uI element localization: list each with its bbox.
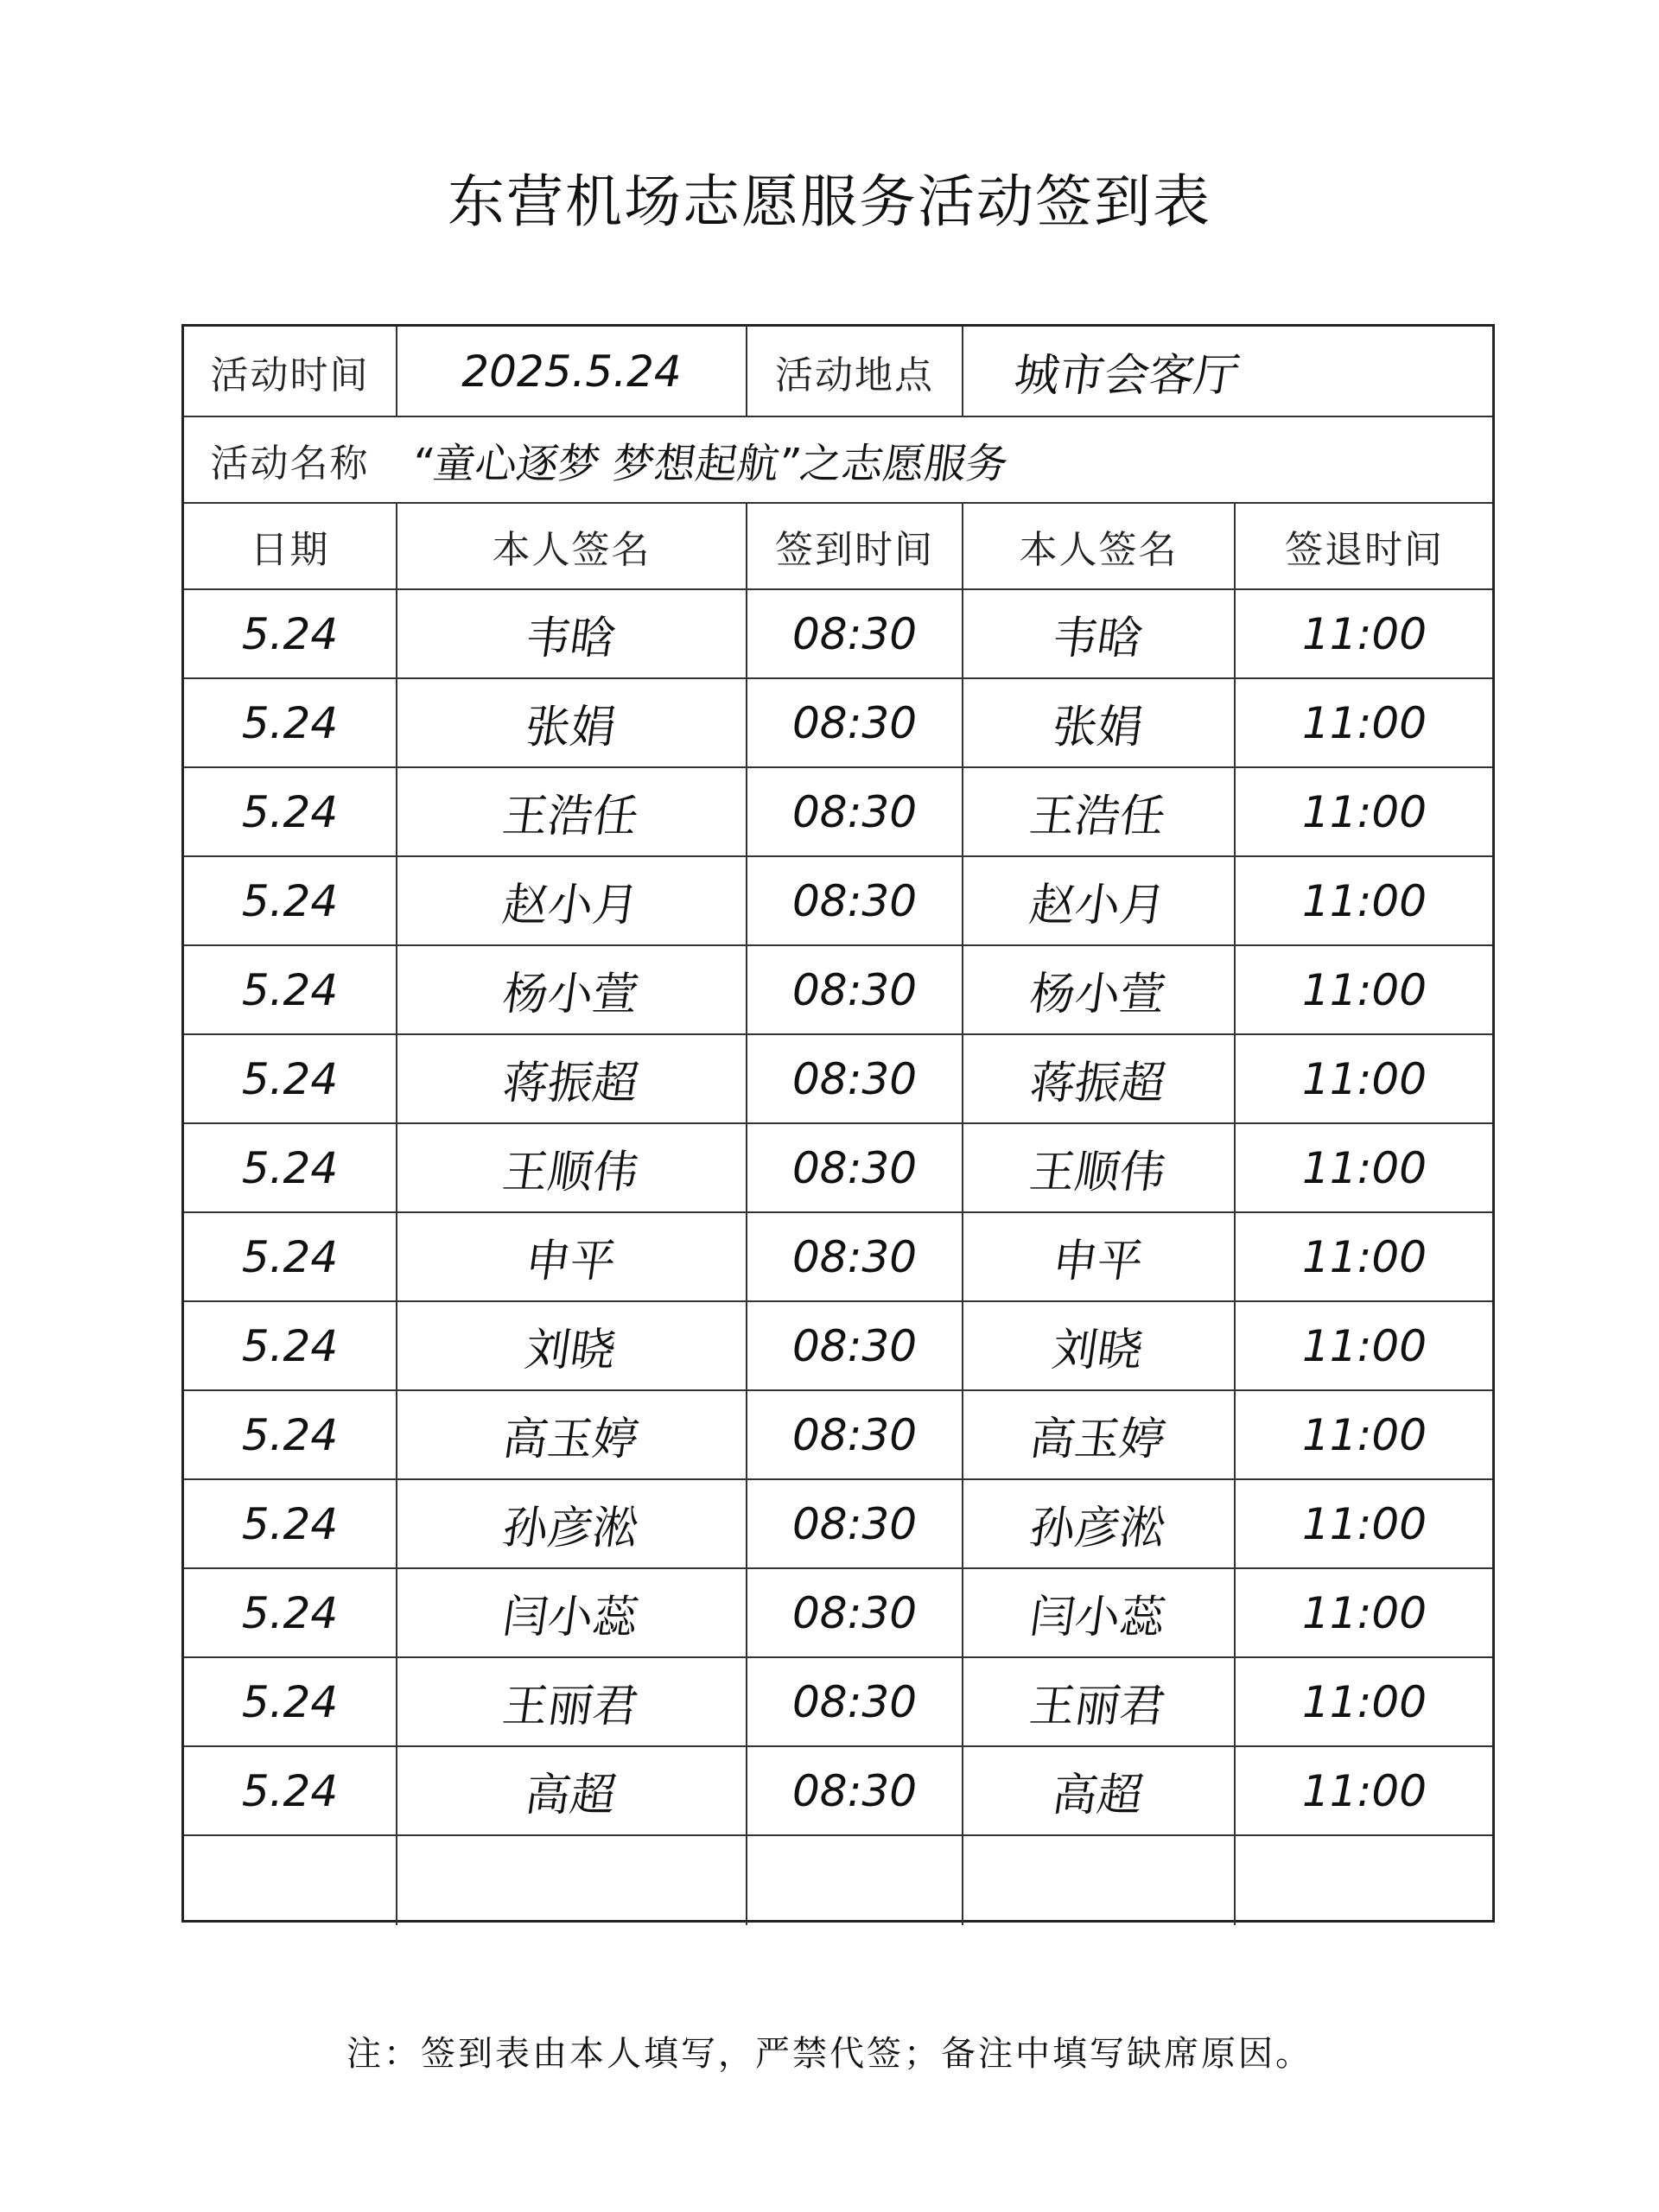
- sign-out-time-value: 11:00: [1301, 875, 1427, 926]
- date-cell: [184, 857, 396, 944]
- col-date-header: [184, 504, 396, 588]
- sign-out-name-value: 申平: [1049, 1236, 1147, 1287]
- sign-out-time-value: 11:00: [1301, 1587, 1427, 1638]
- sign-in-name-value: 蒋振超: [499, 1058, 642, 1109]
- time-label: 活动时间: [210, 353, 370, 397]
- col-sign-in-name-header: [396, 504, 746, 588]
- col-sign-out-name-label: 本人签名: [1019, 528, 1179, 572]
- time-label-cell: [184, 327, 396, 416]
- sign-out-time-cell: [1234, 1124, 1493, 1211]
- sign-out-name-value: 王浩任: [1027, 791, 1169, 842]
- date-cell: [184, 946, 396, 1033]
- col-sign-out-time-header: [1234, 504, 1493, 588]
- date-cell: [184, 768, 396, 855]
- col-date-label: 日期: [250, 528, 330, 572]
- sign-out-name-cell: [962, 1124, 1234, 1211]
- sign-in-name-value: 高玉婷: [499, 1414, 642, 1465]
- date-cell: [184, 1747, 396, 1834]
- column-header-row: [184, 504, 1492, 590]
- sign-in-time-cell: [746, 1480, 962, 1567]
- sign-in-time-cell: [746, 1302, 962, 1389]
- sign-in-name-cell: [396, 1836, 746, 1925]
- sign-in-name-cell: [396, 1035, 746, 1122]
- table-row: [184, 1480, 1492, 1569]
- date-cell: [184, 679, 396, 766]
- sign-out-name-cell: [962, 590, 1234, 677]
- sign-out-name-cell: [962, 679, 1234, 766]
- sign-in-time-value: 08:30: [791, 1587, 918, 1638]
- date-cell: [184, 1213, 396, 1300]
- name-label-cell: [184, 417, 396, 502]
- table-row: [184, 857, 1492, 946]
- sign-in-time-value: 08:30: [791, 786, 918, 837]
- sign-out-time-value: 11:00: [1301, 786, 1427, 837]
- sign-out-name-value: 韦晗: [1049, 613, 1147, 664]
- sign-in-time-value: 08:30: [791, 1676, 918, 1727]
- sign-out-name-cell: [962, 768, 1234, 855]
- date-value: 5.24: [241, 697, 339, 748]
- sign-out-time-cell: [1234, 1391, 1493, 1478]
- date-value: 5.24: [241, 1231, 339, 1282]
- sign-out-time-cell: [1234, 1836, 1493, 1925]
- sign-in-time-value: 08:30: [791, 1231, 918, 1282]
- date-value: 5.24: [241, 875, 339, 926]
- activity-info-row: [184, 327, 1492, 417]
- date-value: 5.24: [241, 1498, 339, 1549]
- sign-out-time-value: 11:00: [1301, 1676, 1427, 1727]
- sign-in-name-cell: [396, 679, 746, 766]
- sign-out-time-value: 11:00: [1301, 1053, 1427, 1104]
- sign-in-time-cell: [746, 1569, 962, 1656]
- sign-out-time-value: 11:00: [1301, 964, 1427, 1015]
- sign-out-time-value: 11:00: [1301, 1409, 1427, 1460]
- sign-out-name-value: 高超: [1049, 1770, 1147, 1821]
- name-label: 活动名称: [210, 442, 370, 486]
- sign-out-time-value: 11:00: [1301, 608, 1427, 659]
- sign-in-time-cell: [746, 1035, 962, 1122]
- sign-in-time-cell: [746, 1658, 962, 1745]
- sign-out-name-cell: [962, 1658, 1234, 1745]
- date-cell: [184, 1035, 396, 1122]
- sign-in-name-cell: [396, 590, 746, 677]
- table-row: [184, 590, 1492, 679]
- sign-in-name-cell: [396, 1391, 746, 1478]
- sign-in-time-cell: [746, 1747, 962, 1834]
- sign-out-time-cell: [1234, 679, 1493, 766]
- date-value: 5.24: [241, 1409, 339, 1460]
- table-row: [184, 768, 1492, 857]
- sign-out-time-cell: [1234, 590, 1493, 677]
- sign-in-name-cell: [396, 857, 746, 944]
- sign-in-time-value: 08:30: [791, 1409, 918, 1460]
- sign-out-time-cell: [1234, 1569, 1493, 1656]
- sign-out-time-value: 11:00: [1301, 1320, 1427, 1371]
- sign-out-name-value: 王顺伟: [1027, 1147, 1169, 1198]
- sign-out-name-value: 高玉婷: [1027, 1414, 1169, 1465]
- sign-out-time-cell: [1234, 1747, 1493, 1834]
- date-cell: [184, 1124, 396, 1211]
- sign-out-time-cell: [1234, 768, 1493, 855]
- sign-out-time-cell: [1234, 1480, 1493, 1567]
- sign-in-time-cell: [746, 1124, 962, 1211]
- date-value: 5.24: [241, 608, 339, 659]
- page-title: 东营机场志愿服务活动签到表: [448, 168, 1211, 235]
- sign-in-time-cell: [746, 1213, 962, 1300]
- sign-out-time-value: 11:00: [1301, 1142, 1427, 1193]
- sign-in-name-cell: [396, 1747, 746, 1834]
- place-value-cell: [962, 327, 1492, 416]
- sign-out-name-cell: [962, 1213, 1234, 1300]
- sign-out-name-value: 刘晓: [1049, 1325, 1147, 1376]
- sign-out-time-value: 11:00: [1301, 1498, 1427, 1549]
- col-sign-out-name-header: [962, 504, 1234, 588]
- table-row: [184, 1836, 1492, 1925]
- footnote: 注：签到表由本人填写，严禁代签；备注中填写缺席原因。: [346, 2034, 1313, 2074]
- place-label: 活动地点: [775, 353, 934, 397]
- sign-in-name-value: 闫小蕊: [499, 1592, 642, 1643]
- sign-out-name-cell: [962, 1302, 1234, 1389]
- col-sign-in-time-label: 签到时间: [775, 528, 934, 572]
- sign-out-name-cell: [962, 1391, 1234, 1478]
- date-value: 5.24: [241, 1676, 339, 1727]
- sign-in-name-value: 王浩任: [499, 791, 642, 842]
- place-label-cell: [746, 327, 962, 416]
- date-value: 5.24: [241, 1053, 339, 1104]
- sign-in-name-value: 孙彦淞: [499, 1503, 642, 1554]
- sign-out-time-cell: [1234, 946, 1493, 1033]
- sign-in-name-value: 刘晓: [522, 1325, 620, 1376]
- sign-in-name-value: 赵小月: [499, 880, 642, 931]
- sign-in-time-value: 08:30: [791, 875, 918, 926]
- sign-in-name-cell: [396, 1213, 746, 1300]
- date-cell: [184, 1658, 396, 1745]
- sign-out-name-cell: [962, 1035, 1234, 1122]
- table-row: [184, 1302, 1492, 1391]
- sign-out-name-value: 张娟: [1049, 702, 1147, 753]
- table-row: [184, 1658, 1492, 1747]
- sign-out-time-value: 11:00: [1301, 1231, 1427, 1282]
- date-cell: [184, 1302, 396, 1389]
- table-row: [184, 1569, 1492, 1658]
- sign-in-name-value: 王顺伟: [499, 1147, 642, 1198]
- date-cell: [184, 1836, 396, 1925]
- sign-in-time-value: 08:30: [791, 1765, 918, 1816]
- table-row: [184, 1035, 1492, 1124]
- date-value: 5.24: [241, 1587, 339, 1638]
- time-value-cell: [396, 327, 746, 416]
- table-row: [184, 946, 1492, 1035]
- table-row: [184, 1124, 1492, 1213]
- table-row: [184, 1747, 1492, 1836]
- sign-in-time-value: 08:30: [791, 1053, 918, 1104]
- sign-in-time-value: 08:30: [791, 608, 918, 659]
- sign-in-time-value: 08:30: [791, 1498, 918, 1549]
- sign-in-name-value: 王丽君: [499, 1681, 642, 1732]
- col-sign-out-time-label: 签退时间: [1285, 528, 1444, 572]
- sign-in-time-cell: [746, 857, 962, 944]
- col-sign-in-time-header: [746, 504, 962, 588]
- table-row: [184, 1391, 1492, 1480]
- date-cell: [184, 590, 396, 677]
- sign-in-name-cell: [396, 1658, 746, 1745]
- sign-out-name-cell: [962, 1747, 1234, 1834]
- activity-name-row: [184, 417, 1492, 504]
- sign-out-time-cell: [1234, 857, 1493, 944]
- sign-out-time-cell: [1234, 1302, 1493, 1389]
- date-value: 5.24: [241, 786, 339, 837]
- date-value: 5.24: [241, 1142, 339, 1193]
- sign-out-name-cell: [962, 1569, 1234, 1656]
- sign-in-time-value: 08:30: [791, 964, 918, 1015]
- sign-out-time-cell: [1234, 1658, 1493, 1745]
- sign-in-time-cell: [746, 679, 962, 766]
- sign-out-name-cell: [962, 857, 1234, 944]
- sign-in-name-value: 韦晗: [522, 613, 620, 664]
- sign-out-name-value: 蒋振超: [1027, 1058, 1169, 1109]
- sign-out-name-value: 杨小萱: [1027, 969, 1169, 1020]
- date-cell: [184, 1480, 396, 1567]
- date-cell: [184, 1569, 396, 1656]
- sign-in-sheet: [181, 324, 1495, 1923]
- sign-out-name-value: 赵小月: [1027, 880, 1169, 931]
- sign-out-time-value: 11:00: [1301, 697, 1427, 748]
- sign-out-name-cell: [962, 1836, 1234, 1925]
- sign-in-name-cell: [396, 1124, 746, 1211]
- date-value: 5.24: [241, 964, 339, 1015]
- table-row: [184, 1213, 1492, 1302]
- sign-in-name-cell: [396, 768, 746, 855]
- sign-out-time-cell: [1234, 1213, 1493, 1300]
- sign-in-name-value: 杨小萱: [499, 969, 642, 1020]
- sign-in-name-cell: [396, 946, 746, 1033]
- sign-out-name-value: 孙彦淞: [1027, 1503, 1169, 1554]
- sign-out-name-value: 闫小蕊: [1027, 1592, 1169, 1643]
- sign-in-time-value: 08:30: [791, 697, 918, 748]
- sign-in-name-cell: [396, 1569, 746, 1656]
- sign-in-name-value: 申平: [522, 1236, 620, 1287]
- sign-out-time-value: 11:00: [1301, 1765, 1427, 1816]
- sign-in-time-cell: [746, 1836, 962, 1925]
- sign-in-name-value: 张娟: [522, 702, 620, 753]
- time-value: 2025.5.24: [461, 346, 682, 397]
- sign-in-time-value: 08:30: [791, 1142, 918, 1193]
- sign-in-time-value: 08:30: [791, 1320, 918, 1371]
- sign-in-time-cell: [746, 946, 962, 1033]
- place-value: 城市会客厅: [1011, 350, 1243, 402]
- sign-in-name-value: 高超: [522, 1770, 620, 1821]
- date-cell: [184, 1391, 396, 1478]
- activity-name-value: “童心逐梦 梦想起航”之志愿服务: [409, 439, 1012, 488]
- sign-in-time-cell: [746, 590, 962, 677]
- sign-in-name-cell: [396, 1480, 746, 1567]
- sign-in-name-cell: [396, 1302, 746, 1389]
- date-value: 5.24: [241, 1765, 339, 1816]
- sign-out-name-value: 王丽君: [1027, 1681, 1169, 1732]
- sign-in-time-cell: [746, 1391, 962, 1478]
- table-row: [184, 679, 1492, 768]
- sign-out-name-cell: [962, 1480, 1234, 1567]
- name-value-cell: [396, 417, 1493, 502]
- sign-out-time-cell: [1234, 1035, 1493, 1122]
- col-sign-in-name-label: 本人签名: [492, 528, 652, 572]
- sign-out-name-cell: [962, 946, 1234, 1033]
- sign-in-time-cell: [746, 768, 962, 855]
- date-value: 5.24: [241, 1320, 339, 1371]
